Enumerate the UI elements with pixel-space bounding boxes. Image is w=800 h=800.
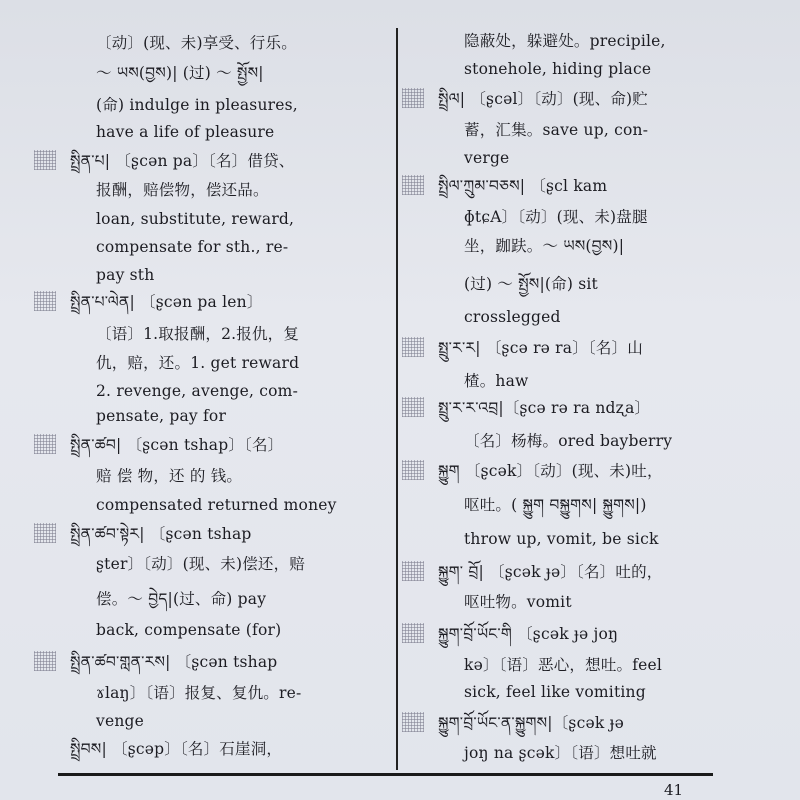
shading-mark <box>402 337 424 357</box>
text-line: 楂。haw <box>464 372 529 390</box>
entry-headword: སྤྲིན་པ་ལེན| 〔ʂcən pa len〕 <box>70 293 263 311</box>
text-line: compensated returned money <box>96 496 337 514</box>
text-line: have a life of pleasure <box>96 123 275 141</box>
text-line: 隐蔽处，躲避处。precipile, <box>464 32 666 50</box>
entry-headword: སྤྲིན་ཚབ་གླན་རས| 〔ʂcən tshap <box>70 653 278 671</box>
text-line: ɸtɕA〕〔动〕(现、未)盘腿 <box>464 208 648 226</box>
text-line: compensate for sth., re- <box>96 238 289 256</box>
entry-headword: སྤྲིན་ཚབ་སྟེར| 〔ʂcən tshap <box>70 525 252 543</box>
text-line: ～ ཡས(བྱས)| (过) ～ སྤྱོས| <box>96 64 264 82</box>
footer-rule <box>58 773 713 776</box>
text-line: 偿。～ བྱེད|(过、命) pay <box>96 590 267 608</box>
text-line: throw up, vomit, be sick <box>464 530 659 548</box>
text-line: 呕吐。( སྐྱུག བསྐྱུགས| སྐྱུགས|) <box>464 496 647 514</box>
shading-mark <box>402 623 424 643</box>
column-divider <box>396 28 398 770</box>
text-line: 〔语〕1.取报酬，2.报仇，复 <box>96 325 300 343</box>
entry-headword: སྤྲིལ་ཀྲུམ་བཅས| 〔ʂcl kam <box>438 177 608 195</box>
shading-mark <box>34 434 56 454</box>
text-line: 报酬，赔偿物，偿还品。 <box>96 181 269 199</box>
entry-headword: སྤྲིན་ཚབ| 〔ʂcən tshap〕〔名〕 <box>70 436 284 454</box>
entry-headword: སྤྲིན་པ| 〔ʂcən pa〕〔名〕借贷、 <box>70 152 295 170</box>
text-line: 坐，跏趺。～ ཡས(བྱས)| <box>464 237 625 255</box>
entry-headword: སྤྲུ་ར་ར་འབྲ|〔ʂcə rə ra ndʐa〕 <box>438 399 651 417</box>
text-line: 2. revenge, avenge, com- <box>96 382 299 400</box>
text-line: 〔名〕杨梅。ored bayberry <box>464 432 673 450</box>
entry-headword: སྤྲིལ| 〔ʂcəl〕〔动〕(现、命)贮 <box>438 90 648 108</box>
shading-mark <box>402 397 424 417</box>
text-line: (过) ～ སྤྱོས|(命) sit <box>464 275 598 293</box>
entry-headword: སྤྲུ་ར་ར| 〔ʂcə rə ra〕〔名〕山 <box>438 339 643 357</box>
text-line: pay sth <box>96 266 155 284</box>
entry-headword: སྐྱུག་བྲོ་ཡོང་ན་སྐྱུགས|〔ʂcək ɟə <box>438 714 624 732</box>
shading-mark <box>34 523 56 543</box>
text-line: ɤlaŋ〕〔语〕报复、复仇。re- <box>96 684 302 702</box>
shading-mark <box>402 175 424 195</box>
text-line: 仇，赔，还。1. get reward <box>96 354 300 372</box>
entry-headword: སྐྱུག་བྲོ་ཡོང་གི 〔ʂcək ɟə joŋ <box>438 625 619 643</box>
text-line: venge <box>96 712 145 730</box>
text-line: 蓄，汇集。save up, con- <box>464 121 649 139</box>
entry-headword: སྤྲིབས| 〔ʂcəp〕〔名〕石崖洞， <box>70 740 283 758</box>
shading-mark <box>34 150 56 170</box>
text-line: 呕吐物。vomit <box>464 593 572 611</box>
text-line: 〔动〕(现、未)享受、行乐。 <box>96 34 297 52</box>
shading-mark <box>34 651 56 671</box>
entry-headword: སྐྱུག་ བྲོ| 〔ʂcək ɟə〕〔名〕吐的， <box>438 563 663 581</box>
text-line: verge <box>464 149 510 167</box>
text-line: sick, feel like vomiting <box>464 683 646 701</box>
shading-mark <box>402 712 424 732</box>
text-line: crosslegged <box>464 308 561 326</box>
text-line: stonehole, hiding place <box>464 60 652 78</box>
shading-mark <box>34 291 56 311</box>
shading-mark <box>402 88 424 108</box>
page-number: 41 <box>664 781 684 799</box>
shading-mark <box>402 561 424 581</box>
text-line: ʂter〕〔动〕(现、未)偿还，赔 <box>96 555 306 573</box>
text-line: pensate, pay for <box>96 407 227 425</box>
text-line: loan, substitute, reward, <box>96 210 295 228</box>
shading-mark <box>402 460 424 480</box>
text-line: kə〕〔语〕恶心，想吐。feel <box>464 656 663 674</box>
text-line: back, compensate (for) <box>96 621 282 639</box>
text-line: 赔 偿 物，还 的 钱。 <box>96 467 243 485</box>
entry-headword: སྐྱུག 〔ʂcək〕〔动〕(现、未)吐， <box>438 462 663 480</box>
text-line: (命) indulge in pleasures, <box>96 96 298 114</box>
text-line: joŋ na ʂcək〕〔语〕想吐就 <box>464 744 657 762</box>
